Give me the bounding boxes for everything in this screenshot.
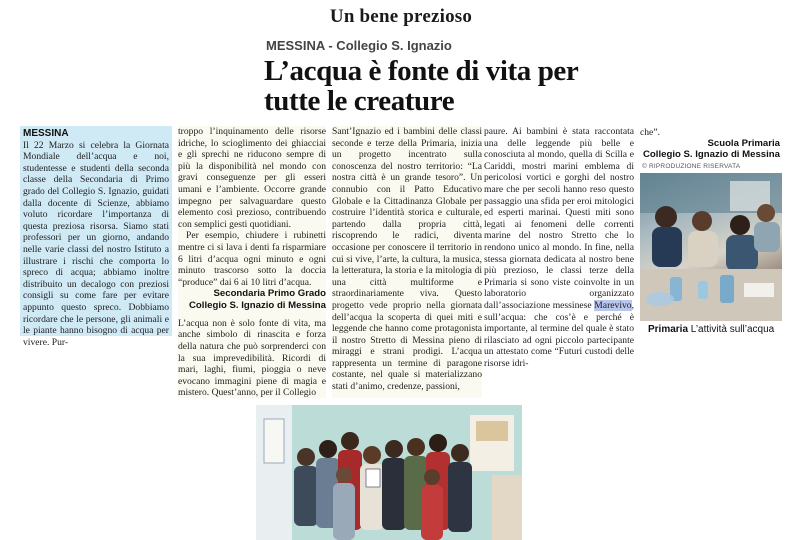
signature-line-2: Collegio S. Ignazio di Messina — [189, 299, 326, 311]
article-column-4 — [484, 126, 634, 374]
dateline: MESSINA - Collegio S. Ignazio — [266, 38, 452, 53]
class-group-photo — [256, 405, 522, 540]
article-column-3 — [332, 126, 482, 398]
signature-line-1: Secondaria Primo Grado — [213, 288, 326, 300]
lab-activity-photo — [640, 173, 782, 321]
highlighted-word: Marevivo — [594, 299, 632, 311]
caption-label: Primaria — [648, 324, 689, 335]
column-4-text-part-2: , sull’acqua: che cos’è e perché è importante, al termine del quale è stato rilasciato ad ogni piccolo partecipante un attestato come “Futuri custodi delle risorse idri- — [484, 299, 634, 369]
article-column-1 — [20, 126, 172, 348]
column-4-text-part-1: paure. Ai bambini è stata raccontata una delle leggende più belle e conosciuta al mondo, quella di Scilla e Cariddi, mostri marini emblema di pericolosi vortici e gorghi del nostro mare che per secoli hanno reso questo passaggio una sfida per eroi mitologici ed esperti marinai. Questi miti sono legati ai fenomeni delle correnti marine del nostro Stretto che lo rendono unico al mondo. In fine, nella stessa giornata dedicata al nostro bene più prezioso, le classi terze della Primaria si sono viste coinvolte in un laboratorio organizzato dall’associazione messinese — [484, 126, 634, 311]
caption-text: L’attività sull’acqua — [688, 324, 775, 335]
section-kicker: Un bene prezioso — [329, 6, 473, 27]
city-label: MESSINA — [23, 128, 69, 139]
column-continuation: che”. — [640, 127, 660, 138]
column-2-paragraph-1: troppo l’inquinamento delle risorse idriche, lo scioglimento dei ghiacciai e gli sprechi ne riducono sempre di più la disponibilità nel mondo con gravi conseguenze per gli esseri umani e l’ambiente. Occorre grande impegno per salvaguardare questo elemento così prezioso, contribuendo con semplici gesti quotidiani. — [178, 126, 326, 230]
right-signature-line-1: Scuola Primaria — [707, 138, 780, 149]
column-2-paragraph-3: L’acqua non è solo fonte di vita, ma anche simbolo di rinascita e forza della natura che può sorprenderci con la sua imprevedibilità. Ricordi di mari, laghi, fiumi, pioggia o neve evocano immagini piene di magia e mistero. Quest’anno, per il Collegio — [178, 317, 326, 399]
lab-activity-photo-art — [640, 173, 782, 321]
column-1-text: Il 22 Marzo si celebra la Giornata Mondiale dell’acqua e noi, studentesse e studenti della seconda classe della Secondaria di Primo grado del Collegio S. Ignazio, guidati dalla docente di Scienze, abbiamo voluto ricordare l’importanza di questa preziosa risorsa. Siamo stati professori per un giorno, andando nelle varie classi del nostro Istituto a illustrare i rischi che comporta lo spreco di acqua; abbiamo inoltre distribuito un decalogo con preziosi consigli su come fare per evitare appunto questo spreco. Dobbiamo ricordare che le persone, gli animali e le piante hanno bisogno di acqua per vivere. Pur- — [23, 139, 169, 348]
column-4-text — [484, 126, 634, 369]
right-signature — [640, 138, 780, 160]
right-signature-line-2: Collegio S. Ignazio di Messina — [643, 149, 780, 161]
headline: L’acqua è fonte di vita per tutte le creature — [264, 55, 578, 117]
copyright-notice: © RIPRODUZIONE RISERVATA — [642, 163, 741, 170]
class-group-photo-art — [256, 405, 522, 540]
column-3-text: Sant’Ignazio ed i bambini delle classi seconde e terze della Primaria, inizia un progetto incentrato sulla conoscenza del nostro territorio: “La nostra città è un grande tesoro”. Un connubio con il Patto Educativo Globale e la Cittadinanza Globale per costruire l’identità storica e culturale, partendo dalla propria città, riscoprendo le radici, diventa occasione per conoscere il territorio in cui si vive, l’arte, la cultura, la musica, la letteratura, la storia e la mitologia di una città multiforme e straordinariamente viva. Questo progetto vede proprio nella giornata dell’acqua la scoperta di quei miti e leggende che hanno come protagonista il nostro Stretto di Messina pieno di miraggi e strani prodigi. L’acqua rappresenta un termine di paragone costante, nel quale si materializzano stati d’animo, credenze, passioni, — [332, 126, 482, 393]
column-2-paragraph-2: Per esempio, chiudere i rubinetti mentre ci si lava i denti fa risparmiare 6 litri d’acqua ogni minuto e ogni minuto trascorso sotto la doccia “produce” dai 6 ai 10 litri d’acqua. — [178, 230, 326, 288]
photo-caption — [648, 324, 774, 335]
article-column-2 — [178, 126, 326, 398]
